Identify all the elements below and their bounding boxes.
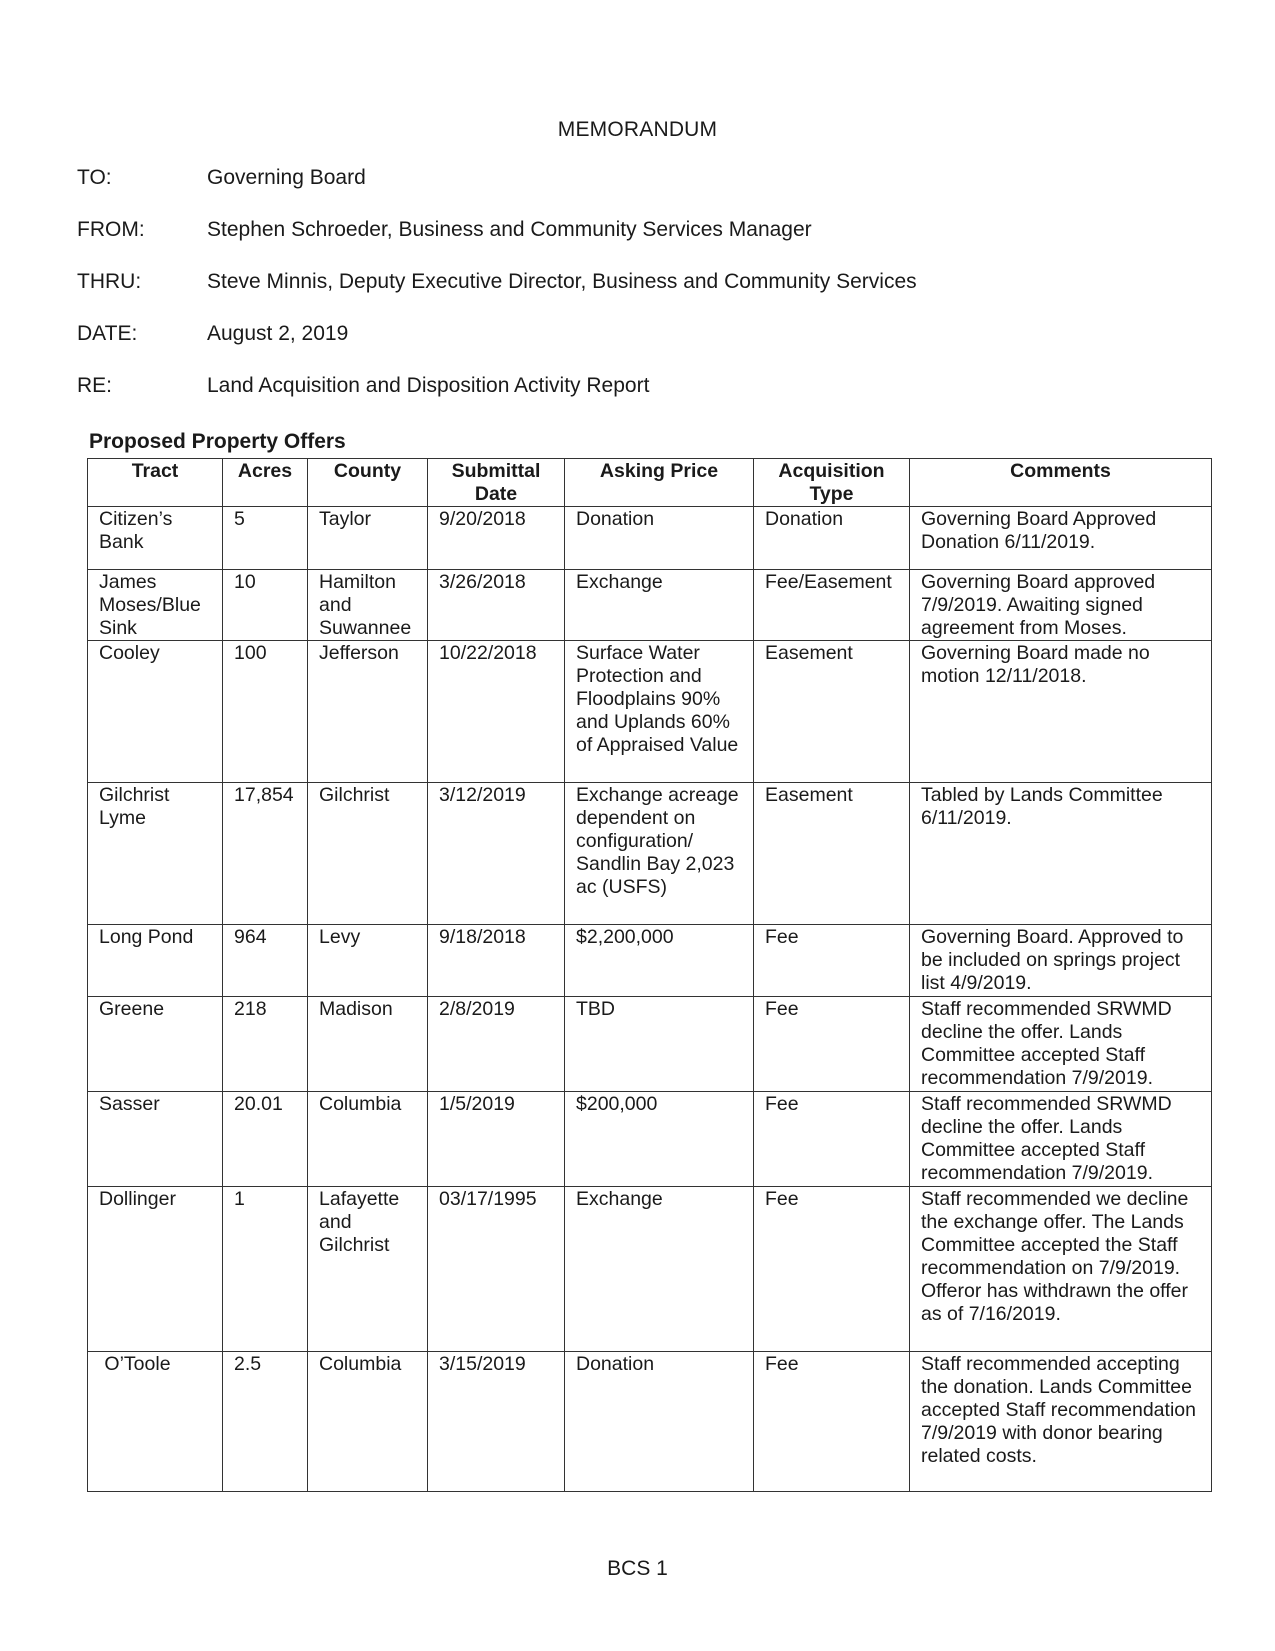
cell-submittal-date: 9/18/2018 [428,925,565,997]
cell-acres: 964 [223,925,308,997]
cell-acquisition-type: Easement [754,641,910,783]
cell-county: Levy [308,925,428,997]
cell-acquisition-type: Easement [754,783,910,925]
header-acres: Acres [223,459,308,507]
cell-comments: Staff recommended SRWMD decline the offer. Lands Committee accepted Staff recommendation 7/9/2019. [910,1092,1212,1187]
cell-asking-price: Surface Water Protection and Floodplains 90% and Uplands 60% of Appraised Value [565,641,754,783]
cell-submittal-date: 3/12/2019 [428,783,565,925]
memo-to-row [77,166,366,190]
cell-acres: 10 [223,570,308,641]
cell-county: Madison [308,997,428,1092]
cell-acquisition-type: Fee [754,1092,910,1187]
cell-acres: 1 [223,1187,308,1352]
cell-submittal-date: 9/20/2018 [428,507,565,570]
cell-acres: 20.01 [223,1092,308,1187]
cell-acquisition-type: Fee/Easement [754,570,910,641]
header-asking-price: Asking Price [565,459,754,507]
cell-tract: Long Pond [88,925,223,997]
cell-acquisition-type: Fee [754,925,910,997]
memo-from-value: Stephen Schroeder, Business and Community Services Manager [207,218,812,241]
header-county: County [308,459,428,507]
cell-acres: 2.5 [223,1352,308,1492]
cell-asking-price: Donation [565,507,754,570]
header-acquisition-type: Acquisition Type [754,459,910,507]
table-row [88,507,1212,570]
cell-county: Taylor [308,507,428,570]
memo-from-label: FROM: [77,218,145,241]
cell-comments: Governing Board Approved Donation 6/11/2019. [910,507,1212,570]
cell-asking-price: Exchange [565,570,754,641]
cell-county: Hamilton and Suwannee [308,570,428,641]
cell-tract: James Moses/Blue Sink [88,570,223,641]
cell-county: Columbia [308,1092,428,1187]
header-submittal-date: Submittal Date [428,459,565,507]
cell-comments: Staff recommended SRWMD decline the offer. Lands Committee accepted Staff recommendation 7/9/2019. [910,997,1212,1092]
cell-asking-price: Exchange [565,1187,754,1352]
memo-thru-label: THRU: [77,270,142,293]
cell-submittal-date: 03/17/1995 [428,1187,565,1352]
memo-date-value: August 2, 2019 [207,322,349,345]
cell-comments: Governing Board approved 7/9/2019. Awaiting signed agreement from Moses. [910,570,1212,641]
cell-comments: Governing Board. Approved to be included on springs project list 4/9/2019. [910,925,1212,997]
cell-county: Jefferson [308,641,428,783]
table-row [88,641,1212,783]
memo-from-row [77,218,812,242]
cell-tract: Dollinger [88,1187,223,1352]
cell-submittal-date: 1/5/2019 [428,1092,565,1187]
cell-tract: Gilchrist Lyme [88,783,223,925]
cell-acres: 5 [223,507,308,570]
memo-re-row [77,374,649,398]
table-header-row [88,459,1212,507]
cell-tract: Sasser [88,1092,223,1187]
memo-thru-value: Steve Minnis, Deputy Executive Director, Business and Community Services [207,270,917,293]
cell-county: Columbia [308,1352,428,1492]
cell-asking-price: Donation [565,1352,754,1492]
cell-county: Gilchrist [308,783,428,925]
cell-comments: Staff recommended we decline the exchange offer. The Lands Committee accepted the Staff recommendation on 7/9/2019. Offeror has withdrawn the offer as of 7/16/2019. [910,1187,1212,1352]
memo-to-value: Governing Board [207,166,366,189]
cell-acres: 100 [223,641,308,783]
cell-tract: O’Toole [88,1352,223,1492]
cell-acquisition-type: Donation [754,507,910,570]
cell-asking-price: Exchange acreage dependent on configuration/ Sandlin Bay 2,023 ac (USFS) [565,783,754,925]
cell-submittal-date: 3/26/2018 [428,570,565,641]
cell-asking-price: $200,000 [565,1092,754,1187]
table-row [88,1187,1212,1352]
cell-acquisition-type: Fee [754,1352,910,1492]
cell-tract: Cooley [88,641,223,783]
cell-tract: Citizen’s Bank [88,507,223,570]
cell-county: Lafayette and Gilchrist [308,1187,428,1352]
cell-comments: Tabled by Lands Committee 6/11/2019. [910,783,1212,925]
offers-table [87,458,1212,1492]
memo-to-label: TO: [77,166,112,189]
header-comments: Comments [910,459,1212,507]
table-row [88,925,1212,997]
memo-date-label: DATE: [77,322,138,345]
memo-title: MEMORANDUM [557,118,718,141]
cell-acquisition-type: Fee [754,1187,910,1352]
table-row [88,1092,1212,1187]
section-title: Proposed Property Offers [89,430,346,453]
table-row [88,570,1212,641]
header-tract: Tract [88,459,223,507]
cell-submittal-date: 10/22/2018 [428,641,565,783]
cell-asking-price: $2,200,000 [565,925,754,997]
cell-acquisition-type: Fee [754,997,910,1092]
memo-re-value: Land Acquisition and Disposition Activity Report [207,374,650,397]
cell-tract: Greene [88,997,223,1092]
table-row [88,997,1212,1092]
cell-submittal-date: 3/15/2019 [428,1352,565,1492]
table-row [88,1352,1212,1492]
cell-acres: 218 [223,997,308,1092]
cell-acres: 17,854 [223,783,308,925]
cell-asking-price: TBD [565,997,754,1092]
cell-comments: Staff recommended accepting the donation. Lands Committee accepted Staff recommendation 7/9/2019 with donor bearing related costs. [910,1352,1212,1492]
memo-thru-row [77,270,917,294]
memo-re-label: RE: [77,374,113,397]
memo-date-row [77,322,348,346]
cell-submittal-date: 2/8/2019 [428,997,565,1092]
table-row [88,783,1212,925]
page-footer: BCS 1 [607,1557,668,1580]
cell-comments: Governing Board made no motion 12/11/2018. [910,641,1212,783]
